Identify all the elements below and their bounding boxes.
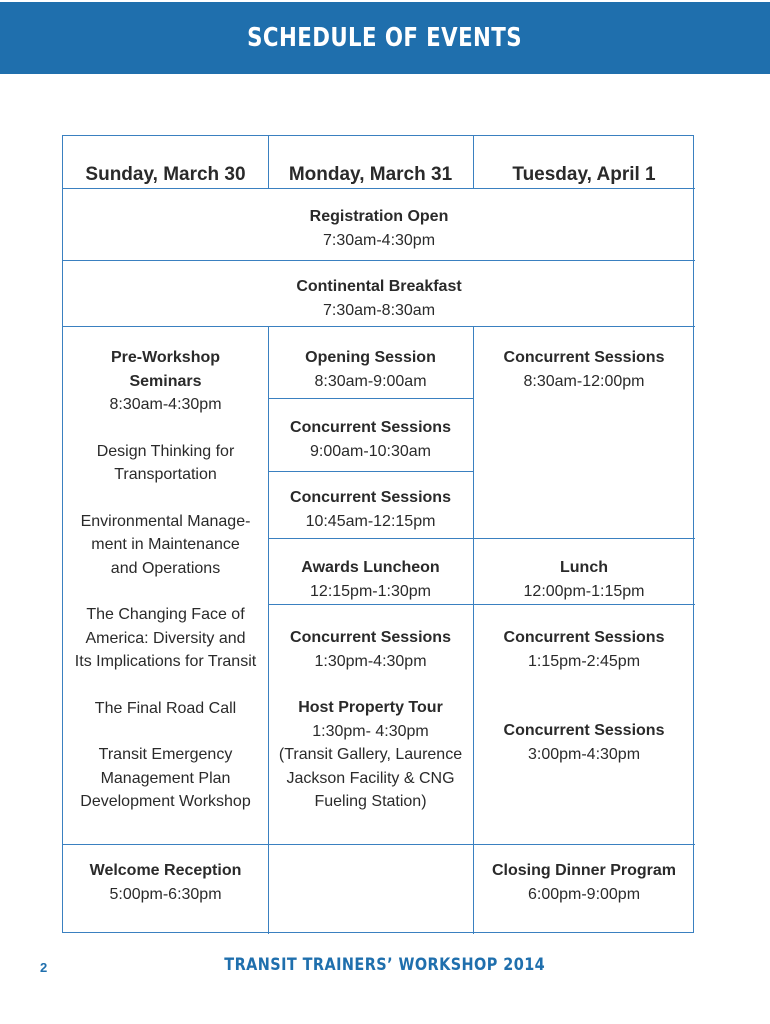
row-divider	[268, 604, 695, 605]
monday-concurrent-sessions-3	[268, 626, 473, 673]
seminar-title: Transit Emergency	[98, 746, 233, 763]
event-time: 8:30am-9:00am	[314, 372, 427, 390]
page-title: SCHEDULE OF EVENTS	[247, 23, 523, 53]
event-title: Pre-Workshop	[110, 349, 221, 366]
monday-concurrent-sessions-2	[268, 486, 473, 533]
sunday-preworkshop-seminars	[63, 346, 268, 814]
event-title: Concurrent Sessions	[290, 489, 451, 506]
event-time: 12:00pm-1:15pm	[523, 582, 645, 600]
seminar-title: America: Diversity and	[85, 629, 246, 647]
event-time: 12:15pm-1:30pm	[310, 582, 431, 600]
seminar-title: The Final Road Call	[94, 699, 237, 717]
monday-opening-session	[268, 346, 473, 393]
tuesday-concurrent-sessions-2	[473, 626, 695, 673]
event-time: 5:00pm-6:30pm	[109, 885, 222, 903]
tuesday-closing-dinner	[473, 859, 695, 906]
footer-title-text: TRANSIT TRAINERS’ WORKSHOP 2014	[224, 955, 546, 975]
event-title: Concurrent Sessions	[503, 629, 665, 646]
event-time: 7:30am-4:30pm	[322, 231, 436, 249]
event-title: Opening Session	[305, 349, 436, 366]
row-divider	[63, 844, 695, 845]
event-title: Concurrent Sessions	[290, 419, 451, 436]
event-title: Awards Luncheon	[301, 559, 440, 576]
seminar-title: Management Plan	[100, 769, 231, 787]
row-divider	[268, 398, 473, 399]
event-time: 9:00am-10:30am	[310, 442, 431, 460]
row-divider	[63, 188, 695, 189]
event-detail: (Transit Gallery, Laurence	[278, 746, 463, 763]
event-title: Host Property Tour	[298, 699, 443, 716]
event-detail: Fueling Station)	[314, 793, 427, 810]
event-time: 10:45am-12:15pm	[305, 512, 436, 530]
event-time: 1:15pm-2:45pm	[527, 652, 641, 670]
tuesday-concurrent-sessions-1	[473, 346, 695, 393]
event-title: Registration Open	[309, 208, 449, 225]
seminar-title: Environmental Manage-	[80, 512, 251, 530]
seminar-title: ment in Maintenance	[91, 536, 240, 553]
seminar-title: Transportation	[114, 466, 217, 483]
seminar-title: Its Implications for Transit	[74, 653, 257, 670]
sunday-welcome-reception	[63, 859, 268, 906]
event-time: 1:30pm-4:30pm	[314, 652, 427, 670]
event-title: Closing Dinner Program	[491, 862, 677, 879]
event-time: 7:30am-8:30am	[322, 301, 436, 319]
header-banner	[0, 2, 770, 74]
monday-awards-luncheon	[268, 556, 473, 603]
event-title: Lunch	[560, 559, 608, 576]
row-divider	[268, 538, 695, 539]
event-time: 6:00pm-9:00pm	[527, 885, 641, 903]
monday-concurrent-sessions-1	[268, 416, 473, 463]
tuesday-concurrent-sessions-3	[473, 719, 695, 766]
row-divider	[63, 260, 695, 261]
event-title: Concurrent Sessions	[503, 349, 665, 366]
breakfast-event	[63, 275, 695, 322]
event-time: 8:30am-4:30pm	[109, 396, 222, 413]
event-time: 3:00pm-4:30pm	[527, 745, 641, 763]
page-number: 2	[40, 960, 48, 975]
event-time: 1:30pm- 4:30pm	[312, 722, 429, 740]
event-title: Concurrent Sessions	[290, 629, 451, 646]
row-divider	[268, 471, 473, 472]
footer-title	[0, 955, 770, 975]
tuesday-lunch	[473, 556, 695, 603]
day-header-monday: Monday, March 31	[288, 164, 453, 185]
event-title: Welcome Reception	[89, 862, 242, 879]
event-detail: Jackson Facility & CNG	[286, 769, 455, 787]
registration-event	[63, 205, 695, 252]
monday-host-property-tour	[268, 696, 473, 814]
seminar-title: and Operations	[110, 559, 221, 577]
seminar-title: The Changing Face of	[86, 606, 245, 623]
schedule-table	[62, 135, 694, 933]
event-title: Continental Breakfast	[296, 278, 462, 295]
day-header-sunday: Sunday, March 30	[85, 164, 246, 185]
row-divider	[63, 326, 695, 327]
event-time: 8:30am-12:00pm	[523, 372, 645, 390]
event-title: Seminars	[129, 372, 202, 390]
seminar-title: Design Thinking for	[96, 442, 235, 460]
event-title: Concurrent Sessions	[503, 722, 665, 739]
day-header-tuesday: Tuesday, April 1	[512, 164, 656, 185]
seminar-title: Development Workshop	[80, 793, 251, 810]
